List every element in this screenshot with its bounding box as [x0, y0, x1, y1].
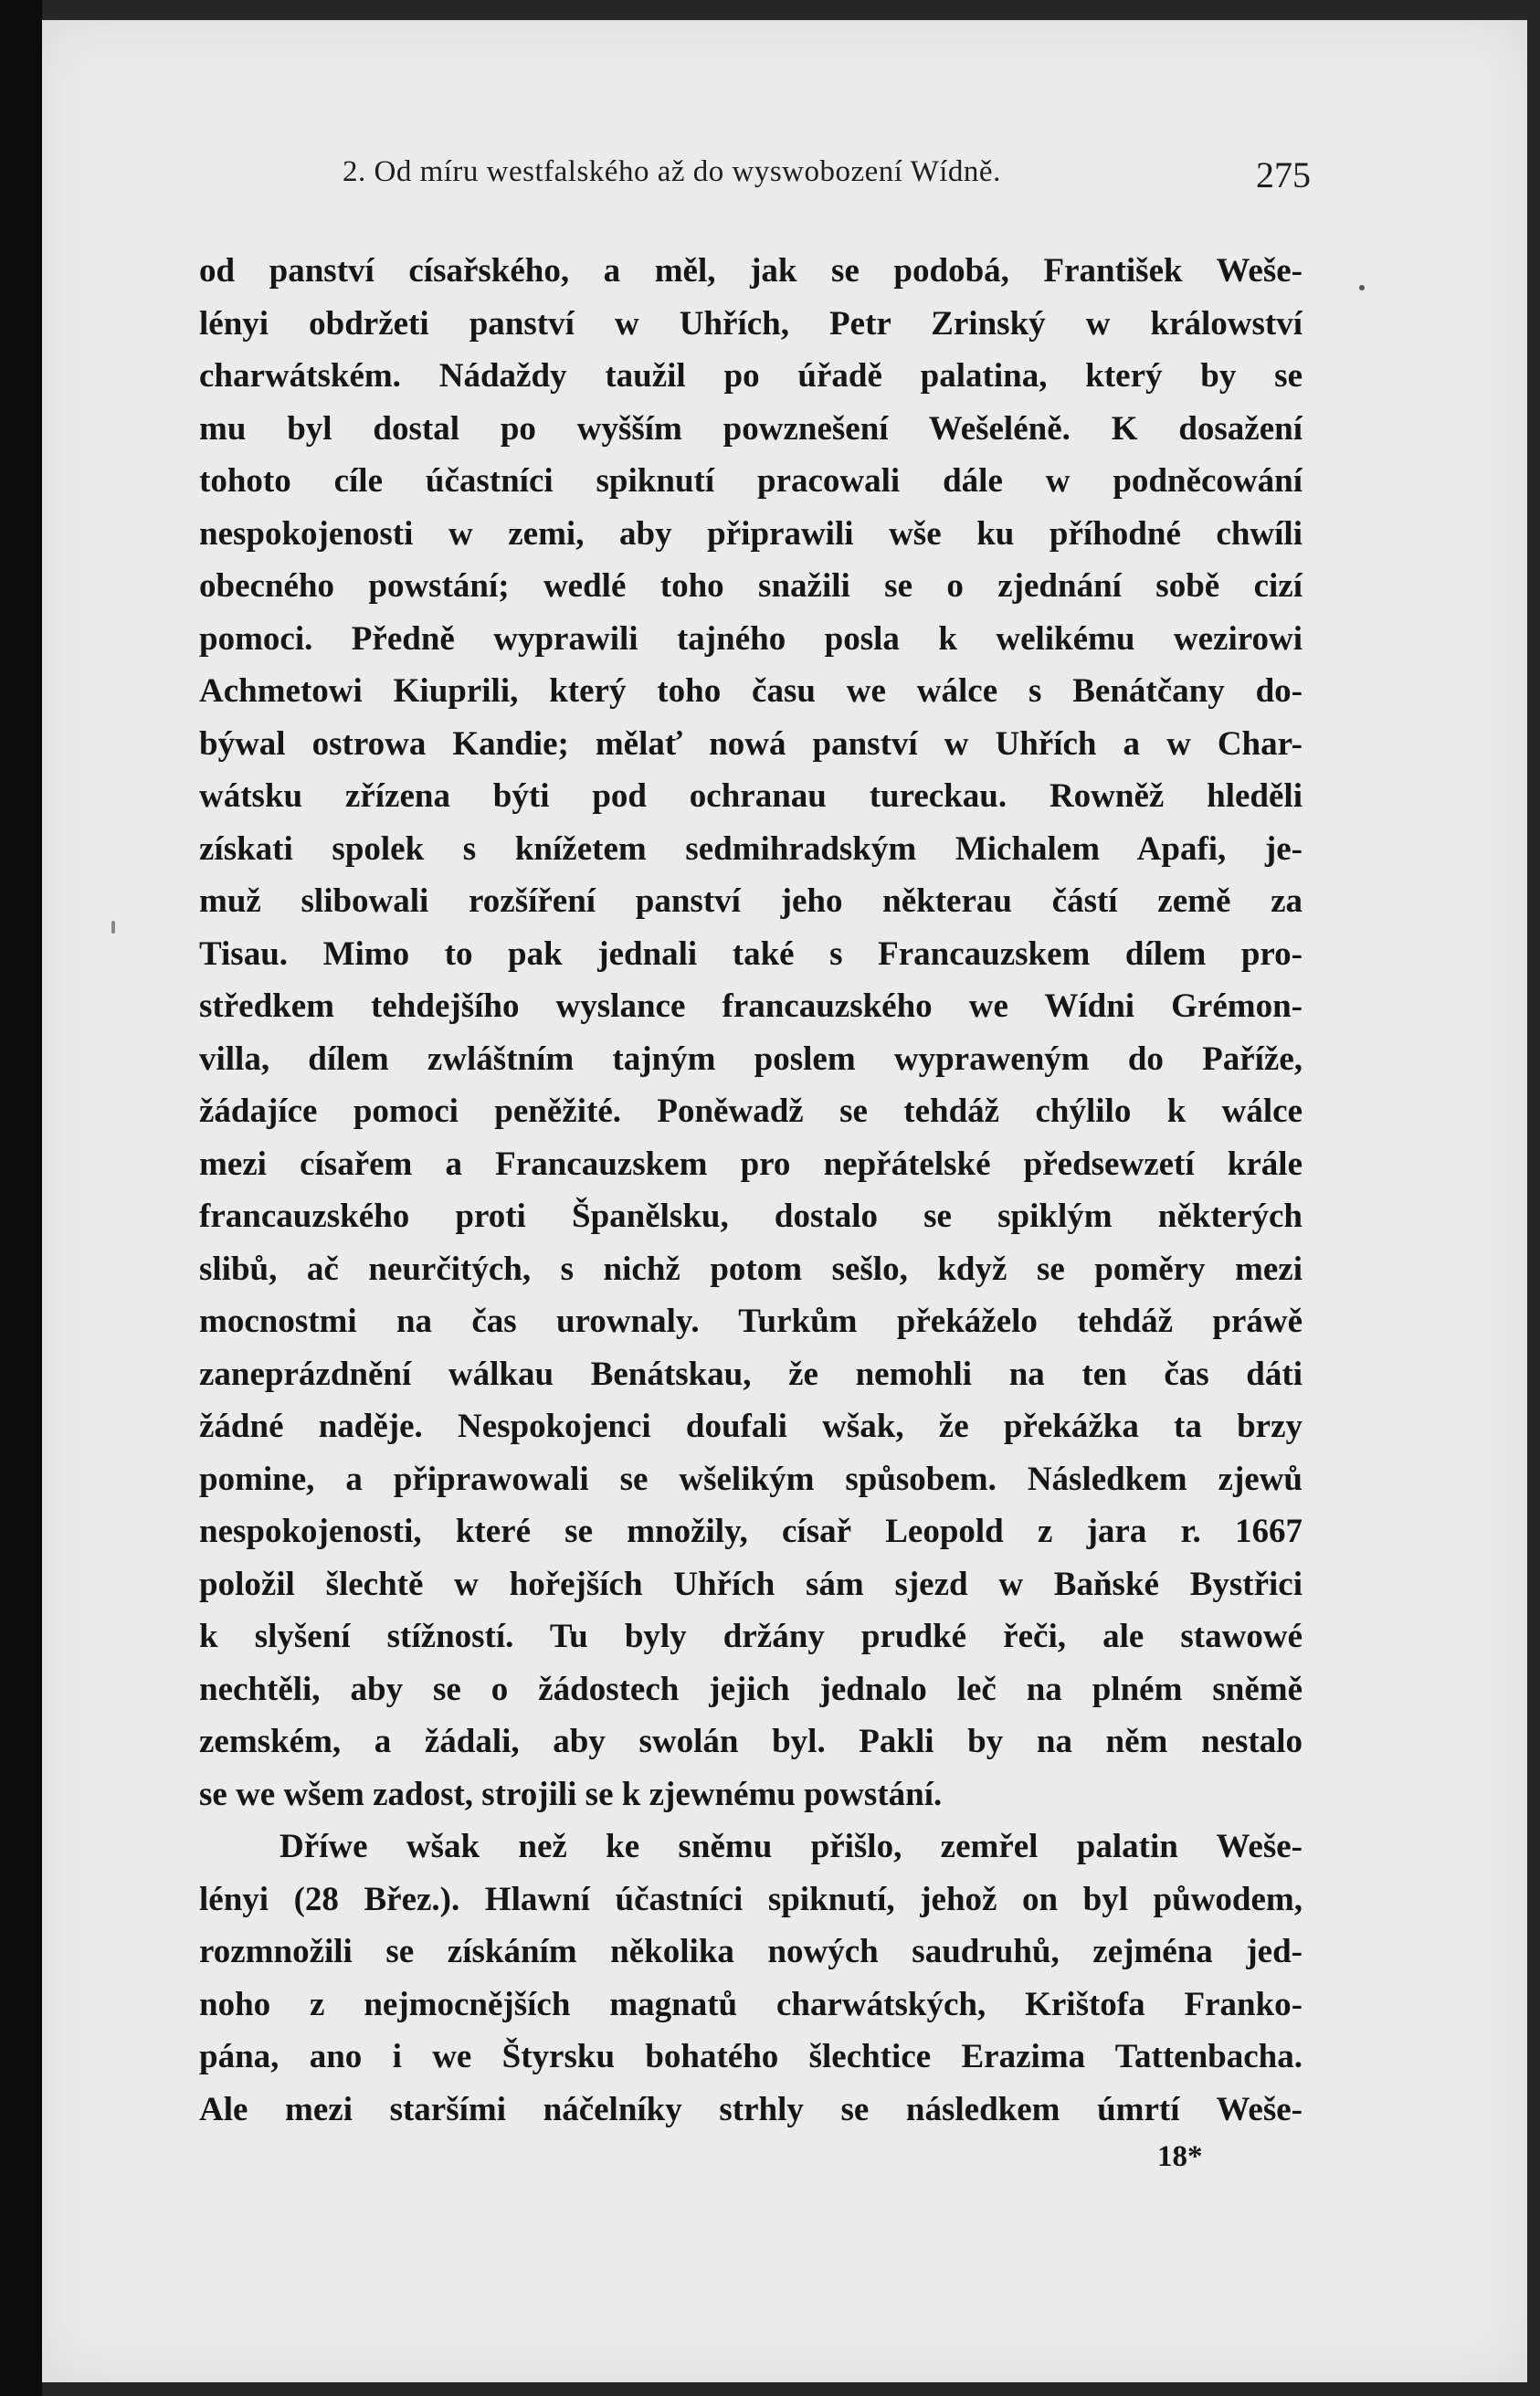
- text-line: rozmnožili se získáním několika nowých saudruhů, zejména jed-: [199, 1933, 1303, 1970]
- text-line: villa, dílem zwláštním tajným poslem wyprawеným do Paříže,: [199, 1040, 1303, 1078]
- text-line: slibů, ač neurčitých, s nichž potom sešlo, když se poměry mezi: [199, 1250, 1303, 1288]
- body-text: [199, 245, 1303, 2136]
- text-line: k slyšení stížností. Tu byly držány prudké řeči, ale stawowé: [199, 1618, 1303, 1655]
- text-line: žádné naděje. Nespokojenci doufali wšak, že překážka ta brzy: [199, 1408, 1303, 1445]
- running-header: [343, 155, 1311, 201]
- text-line: francauzského proti Španělsku, dostalo se spiklým některých: [199, 1198, 1303, 1235]
- text-line: pomine, a připrawowali se wšelikým spůsobem. Následkem zjewů: [199, 1460, 1303, 1498]
- text-line: zaneprázdnění wálkau Benátskau, že nemohli na ten čas dáti: [199, 1355, 1303, 1393]
- text-line: pomoci. Předně wyprawili tajného posla k welikému wezirowi: [199, 619, 1303, 658]
- text-line: středkem tehdejšího wyslance francauzského we Wídni Grémon-: [199, 987, 1303, 1025]
- text-line: noho z nejmocnějších magnatů charwátských, Krištofa Franko-: [199, 1985, 1303, 2023]
- signature-mark: 18*: [1157, 2140, 1203, 2173]
- text-line: obecného powstání; wedlé toho snažili se o zjednání sobě cizí: [199, 567, 1303, 605]
- text-line: býwal ostrowa Kandie; mělať nowá panství w Uhřích a w Char-: [199, 724, 1303, 763]
- text-line: získati spolek s knížetem sedmihradským Michalem Apafi, je-: [199, 829, 1303, 868]
- paragraph-start-line: Dříwe wšak než ke sněmu přišlo, zemřel palatin Weše-: [280, 1828, 1303, 1865]
- text-line: položil šlechtě w hořejších Uhřích sám sjezd w Baňské Bystřici: [199, 1565, 1303, 1603]
- text-line: nespokojenosti, které se množily, císař Leopold z jara r. 1667: [199, 1513, 1303, 1550]
- scan-speck: [1359, 285, 1365, 290]
- text-line: lényi obdržeti panství w Uhřích, Petr Zrinský w králowství: [199, 304, 1303, 343]
- text-line: žádajíce pomoci peněžité. Poněwadž se tehdáž chýlilo k wálce: [199, 1092, 1303, 1130]
- text-line: zemském, a žádali, aby swolán byl. Pakli by na něm nestalo: [199, 1723, 1303, 1760]
- chapter-title: 2. Od míru westfalského až do wyswobození Wídně.: [343, 155, 1001, 188]
- book-spine-shadow: [0, 0, 42, 2396]
- text-line: nechtěli, aby se o žádostech jejich jednalo leč na plném sněmě: [199, 1670, 1303, 1708]
- text-line: Ale mezi staršími náčelníky strhly se následkem úmrtí Weše-: [199, 2090, 1303, 2128]
- paragraph-end-line: se we wšem zadost, strojili se k zjewnému powstání.: [199, 1775, 943, 1813]
- text-line: od panství císařského, a měl, jak se podobá, František Weše-: [199, 252, 1303, 290]
- text-line: lényi (28 Břez.). Hlawní účastníci spiknutí, jehož on byl půwodem,: [199, 1880, 1303, 1918]
- text-line: tohoto cíle účastníci spiknutí pracowali dále w podněcowání: [199, 462, 1303, 500]
- text-line: Achmetowi Kiuprili, který toho času we wálce s Benátčany do-: [199, 672, 1303, 710]
- page-number: 275: [1256, 154, 1311, 195]
- text-line: mocnostmi na čas urownaly. Turkům překáželo tehdáž práwě: [199, 1303, 1303, 1340]
- text-line: muž slibowali rozšíření panství jeho některau částí země za: [199, 882, 1303, 920]
- text-line: pána, ano i we Štyrsku bohatého šlechtice Erazima Tattenbacha.: [199, 2038, 1303, 2075]
- text-line: Tisau. Mimo to pak jednali také s Francauzskem dílem pro-: [199, 934, 1303, 973]
- scan-speck: [111, 921, 115, 934]
- text-line: nespokojenosti w zemi, aby připrawili wše ku příhodné chwíli: [199, 514, 1303, 553]
- text-line: mezi císařem a Francauzskem pro nepřátelské předsewzetí krále: [199, 1145, 1303, 1183]
- text-line: wátsku zřízena býti pod ochranau tureckau. Rowněž hleděli: [199, 777, 1303, 815]
- text-line: charwátském. Nádaždy taužil po úřadě palatina, který by se: [199, 357, 1303, 395]
- text-line: mu byl dostal po wyšším powznešení Wešeléně. K dosažení: [199, 409, 1303, 448]
